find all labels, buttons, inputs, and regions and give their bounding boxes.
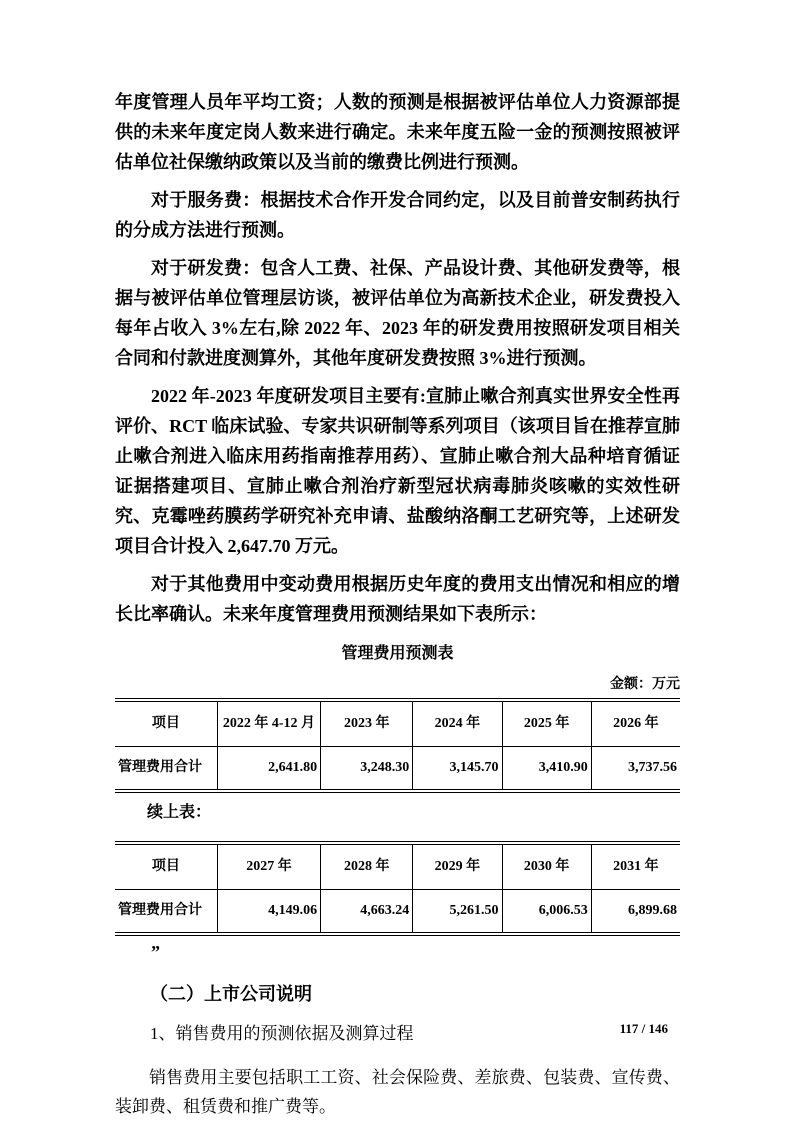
header-cell-year: 2023 年 — [321, 700, 413, 747]
header-cell-year: 2025 年 — [502, 700, 591, 747]
table-row — [115, 747, 680, 792]
closing-quote-mark: ” — [151, 942, 160, 962]
quote-paragraph-1: 年度管理人员年平均工资；人数的预测是根据被评估单位人力资源部提供的未来年度定岗人数来进行确定。未来年度五险一金的预测按照被评估单位社保缴纳政策以及当前的缴费比例进行预测。 — [115, 92, 680, 172]
header-cell-year: 2024 年 — [413, 700, 502, 747]
admin-expense-table-2022-2026 — [115, 698, 680, 793]
value-cell: 3,410.90 — [502, 747, 591, 792]
section-heading: （二）上市公司说明 — [150, 984, 312, 1004]
row-label-cell: 管理费用合计 — [118, 903, 202, 918]
header-cell-item: 项目 — [115, 843, 217, 890]
value-cell: 2,641.80 — [217, 747, 320, 792]
continuation-label: 续上表： — [147, 804, 212, 821]
row-label-cell: 管理费用合计 — [118, 760, 202, 775]
header-cell-item: 项目 — [115, 700, 217, 747]
table-header-row — [115, 700, 680, 747]
value-cell: 3,145.70 — [413, 747, 502, 792]
quote-paragraph-2: 对于服务费：根据技术合作开发合同约定，以及目前普安制药执行的分成方法进行预测。 — [115, 190, 680, 240]
header-cell-year: 2022 年 4-12 月 — [217, 700, 320, 747]
header-cell-year: 2029 年 — [413, 843, 502, 890]
table-row — [115, 890, 680, 935]
header-cell-year: 2027 年 — [217, 843, 320, 890]
unit-label: 金额：万元 — [610, 677, 680, 692]
value-cell: 6,006.53 — [502, 890, 591, 935]
quoted-report-excerpt — [115, 87, 680, 963]
value-cell: 4,149.06 — [217, 890, 320, 935]
header-cell-year: 2030 年 — [502, 843, 591, 890]
admin-expense-table-2027-2031 — [115, 841, 680, 936]
quote-paragraph-4: 2022 年-2023 年度研发项目主要有:宣肺止嗽合剂真实世界安全性再评价、RCT 临床试验、专家共识研制等系列项目（该项目旨在推荐宣肺止嗽合剂进入临床用药指南推荐用药）、宣肺止嗽合剂大品种培育循证证据搭建项目、宣肺止嗽合剂治疗新型冠状病毒肺炎咳嗽的实效性研究、克霉唑药膜药学研究补充申请、盐酸纳洛酮工艺研究等，上述研发项目合计投入 2,647.70 万元。 — [115, 386, 680, 556]
table-title: 管理费用预测表 — [341, 645, 454, 662]
table-header-row — [115, 843, 680, 890]
header-cell-year: 2026 年 — [591, 700, 680, 747]
header-cell-year: 2031 年 — [591, 843, 680, 890]
list-item-1: 1、销售费用的预测依据及测算过程 — [150, 1023, 414, 1043]
value-cell: 4,663.24 — [321, 890, 413, 935]
page-number: 117 / 146 — [619, 1021, 668, 1036]
header-cell-year: 2028 年 — [321, 843, 413, 890]
value-cell: 3,248.30 — [321, 747, 413, 792]
quote-paragraph-5: 对于其他费用中变动费用根据历史年度的费用支出情况和相应的增长比率确认。未来年度管理费用预测结果如下表所示： — [115, 574, 680, 624]
value-cell: 6,899.68 — [591, 890, 680, 935]
body-paragraph: 销售费用主要包括职工工资、社会保险费、差旅费、包装费、宣传费、装卸费、租赁费和推广费等。 — [115, 1067, 680, 1116]
value-cell: 3,737.56 — [591, 747, 680, 792]
quote-paragraph-3: 对于研发费：包含人工费、社保、产品设计费、其他研发费等，根据与被评估单位管理层访谈，被评估单位为高新技术企业，研发费投入每年占收入 3%左右,除 2022 年、2023 年的研发费用按照研发项目相关合同和付款进度测算外，其他年度研发费按照 3%进行预测。 — [115, 258, 680, 368]
value-cell: 5,261.50 — [413, 890, 502, 935]
